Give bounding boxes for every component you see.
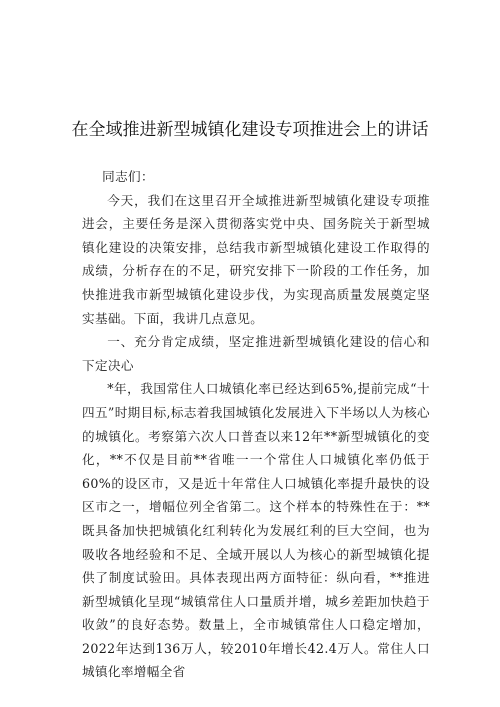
salutation-paragraph: 同志们： [102,169,154,184]
document-title: 在全域推进新型城镇化建设专项推进会上的讲话 [71,120,429,140]
section-heading: 一、充分肯定成绩，坚定推进新型城镇化建设的信心和下定决心 [82,334,430,373]
body-paragraph: *年，我国常住人口城镇化率已经达到65%,提前完成“十四五”时期目标,标志着我国城镇化发展进入下半场以人为核心的城镇化。考察第六次人口普查以来12年**新型城镇化的变化，**不仅是目前**省唯一一个常住人口城镇化率仍低于60%的设区市，又是近十年常住人口城镇化率提升最快的设区市之一，增幅位列全省第二。这个样本的特殊性在于：**既具备加快把城镇化红利转化为发展红利的巨大空间，也为吸收各地经验和不足、全域开展以人为核心的新型城镇化提供了制度试验田。具体表现出两方面特征：纵向看，**推进新型城镇化呈现“城镇常住人口量质并增，城乡差距加快趋于收敛”的良好态势。数量上，全市城镇常住人口稳定增加，2022年达到136万人，较2010年增长42.4万人。常住人口城镇化率增幅全省 [82,381,430,680]
document-body [82,165,430,684]
intro-paragraph: 今天，我们在这里召开全域推进新型城镇化建设专项推进会，主要任务是深入贯彻落实党中央、国务院关于新型城镇化建设的决策安排，总结我市新型城镇化建设工作取得的成绩，分析存在的不足，研究安排下一阶段的工作任务，加快推进我市新型城镇化建设步伐，为实现高质量发展奠定坚实基础。下面，我讲几点意见。 [82,192,430,326]
